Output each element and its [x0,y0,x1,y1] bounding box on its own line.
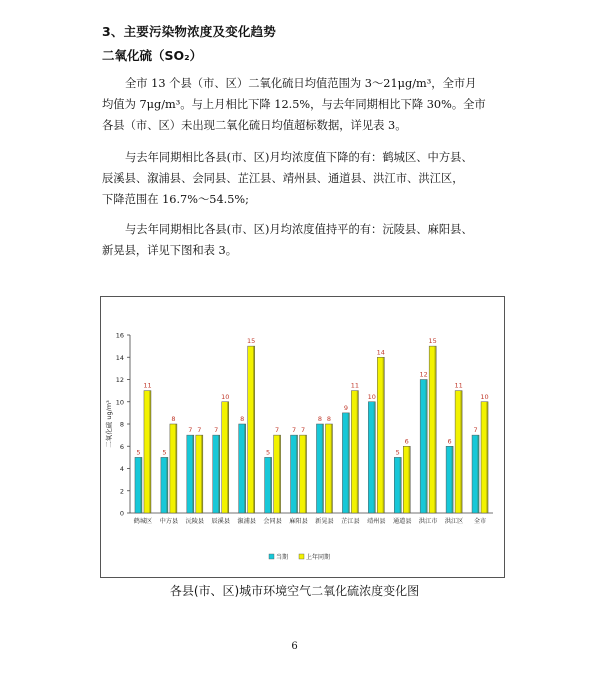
x-tick-label: 芷江县 [341,518,360,525]
paragraph-line: 全市 13 个县（市、区）二氧化硫日均值范围为 3～21μg/m³，全市月 [125,77,477,90]
data-label: 6 [447,437,452,446]
data-label: 9 [343,403,348,412]
paragraph-3 [102,219,502,261]
bar-edge [348,413,350,513]
paragraph-line: 辰溪县、溆浦县、会同县、芷江县、靖州县、通道县、洪江市、洪江区， [102,172,464,185]
bar-edge [296,435,298,513]
paragraph-1 [102,73,502,136]
data-label: 10 [480,392,489,401]
bar-edge [435,346,437,513]
paragraph-line: 新晃县，详见下图和表 3。 [102,244,238,257]
x-tick-label: 通道县 [392,518,412,525]
y-tick-label: 14 [115,353,124,362]
bar-edge [166,457,168,513]
data-label: 11 [143,381,152,390]
data-label: 7 [300,426,306,435]
page-number: 6 [291,641,298,652]
y-tick-label: 8 [119,420,124,429]
bar-edge [383,357,385,513]
data-label: 7 [214,426,219,435]
bar-edge [426,380,428,514]
data-label: 11 [350,381,360,390]
bar-edge [357,391,359,513]
figure-caption: 各县(市、区)城市环境空气二氧化硫浓度变化图 [169,584,420,598]
data-label: 7 [275,426,280,435]
bar-edge [175,424,177,513]
bar-edge [486,402,488,513]
bar-edge [227,402,229,513]
section-heading: 3、主要污染物浓度及变化趋势 [102,24,276,39]
y-tick-label: 2 [119,487,124,496]
bar-edge [270,457,272,513]
data-label: 5 [266,448,271,457]
x-tick-label: 沅陵县 [185,518,205,525]
x-tick-label: 全市 [473,518,487,525]
y-tick-label: 12 [115,376,124,384]
bar-edge [244,424,246,513]
data-label: 11 [454,381,463,390]
data-label: 7 [473,426,478,435]
y-tick-label: 0 [119,509,124,518]
x-tick-label: 辰溪县 [211,518,231,525]
chart-frame [100,296,505,578]
legend-label: 当期 [276,554,289,561]
paragraph-line: 各县（市、区）未出现二氧化硫日均值超标数据，详见表 3。 [102,119,407,132]
bar-edge [140,457,142,513]
data-label: 7 [197,426,202,435]
data-label: 7 [291,426,297,435]
legend-label: 上年同期 [306,554,331,561]
x-tick-label: 鹤城区 [133,518,153,525]
paragraph-line: 下降范围在 16.7%～54.5%; [102,193,249,206]
bar-edge [374,402,376,513]
paragraph-line: 与去年同期相比各县(市、区)月均浓度值持平的有：沅陵县、麻阳县、 [125,223,473,236]
data-label: 5 [395,448,400,457]
bar-edge [279,435,281,513]
bar-edge [201,435,203,513]
y-tick-label: 10 [115,398,124,407]
bar-edge [400,457,402,513]
y-tick-label: 16 [115,331,124,340]
paragraph-line: 均值为 7μg/m³。与上月相比下降 12.5%，与去年同期相比下降 30%。全市 [102,98,486,111]
x-tick-label: 中方县 [159,518,179,525]
legend-swatch [299,554,304,559]
bar-edge [305,435,307,513]
data-label: 8 [326,415,332,423]
bar-edge [218,435,220,513]
x-tick-label: 洪江市 [418,518,438,525]
data-label: 6 [404,437,409,446]
x-tick-label: 靖州县 [367,518,386,525]
y-tick-label: 6 [119,442,124,451]
data-label: 8 [240,415,245,423]
x-tick-label: 溆浦县 [237,518,256,525]
bar-edge [253,346,255,513]
bar-edge [477,435,479,513]
legend-swatch [269,554,274,559]
data-label: 5 [136,448,141,457]
data-label: 8 [317,415,323,423]
bar-edge [452,446,454,513]
bar-edge [409,446,411,513]
data-label: 7 [188,426,193,435]
x-tick-label: 麻阳县 [289,518,308,525]
x-tick-label: 洪江区 [444,518,464,525]
data-label: 15 [247,337,256,346]
so2-bar-chart [101,297,504,577]
data-label: 12 [419,370,428,379]
x-tick-label: 新晃县 [315,518,334,525]
bar-edge [461,391,463,513]
paragraph-line: 与去年同期相比各县(市、区)月均浓度值下降的有：鹤城区、中方县、 [125,151,473,164]
sub-heading: 二氧化硫（SO₂） [102,48,203,63]
y-axis-label: 二氧化硫 ug/m³ [105,400,113,448]
x-tick-label: 会同县 [263,518,282,525]
data-label: 14 [376,348,385,357]
data-label: 15 [428,337,437,346]
bar-edge [331,424,333,513]
bar-edge [322,424,324,513]
bar-edge [192,435,194,513]
data-label: 8 [171,415,176,423]
bar-edge [149,391,151,513]
data-label: 10 [221,392,230,401]
paragraph-2 [102,147,502,210]
y-tick-label: 4 [119,465,124,473]
data-label: 5 [162,448,167,457]
data-label: 10 [367,392,376,401]
